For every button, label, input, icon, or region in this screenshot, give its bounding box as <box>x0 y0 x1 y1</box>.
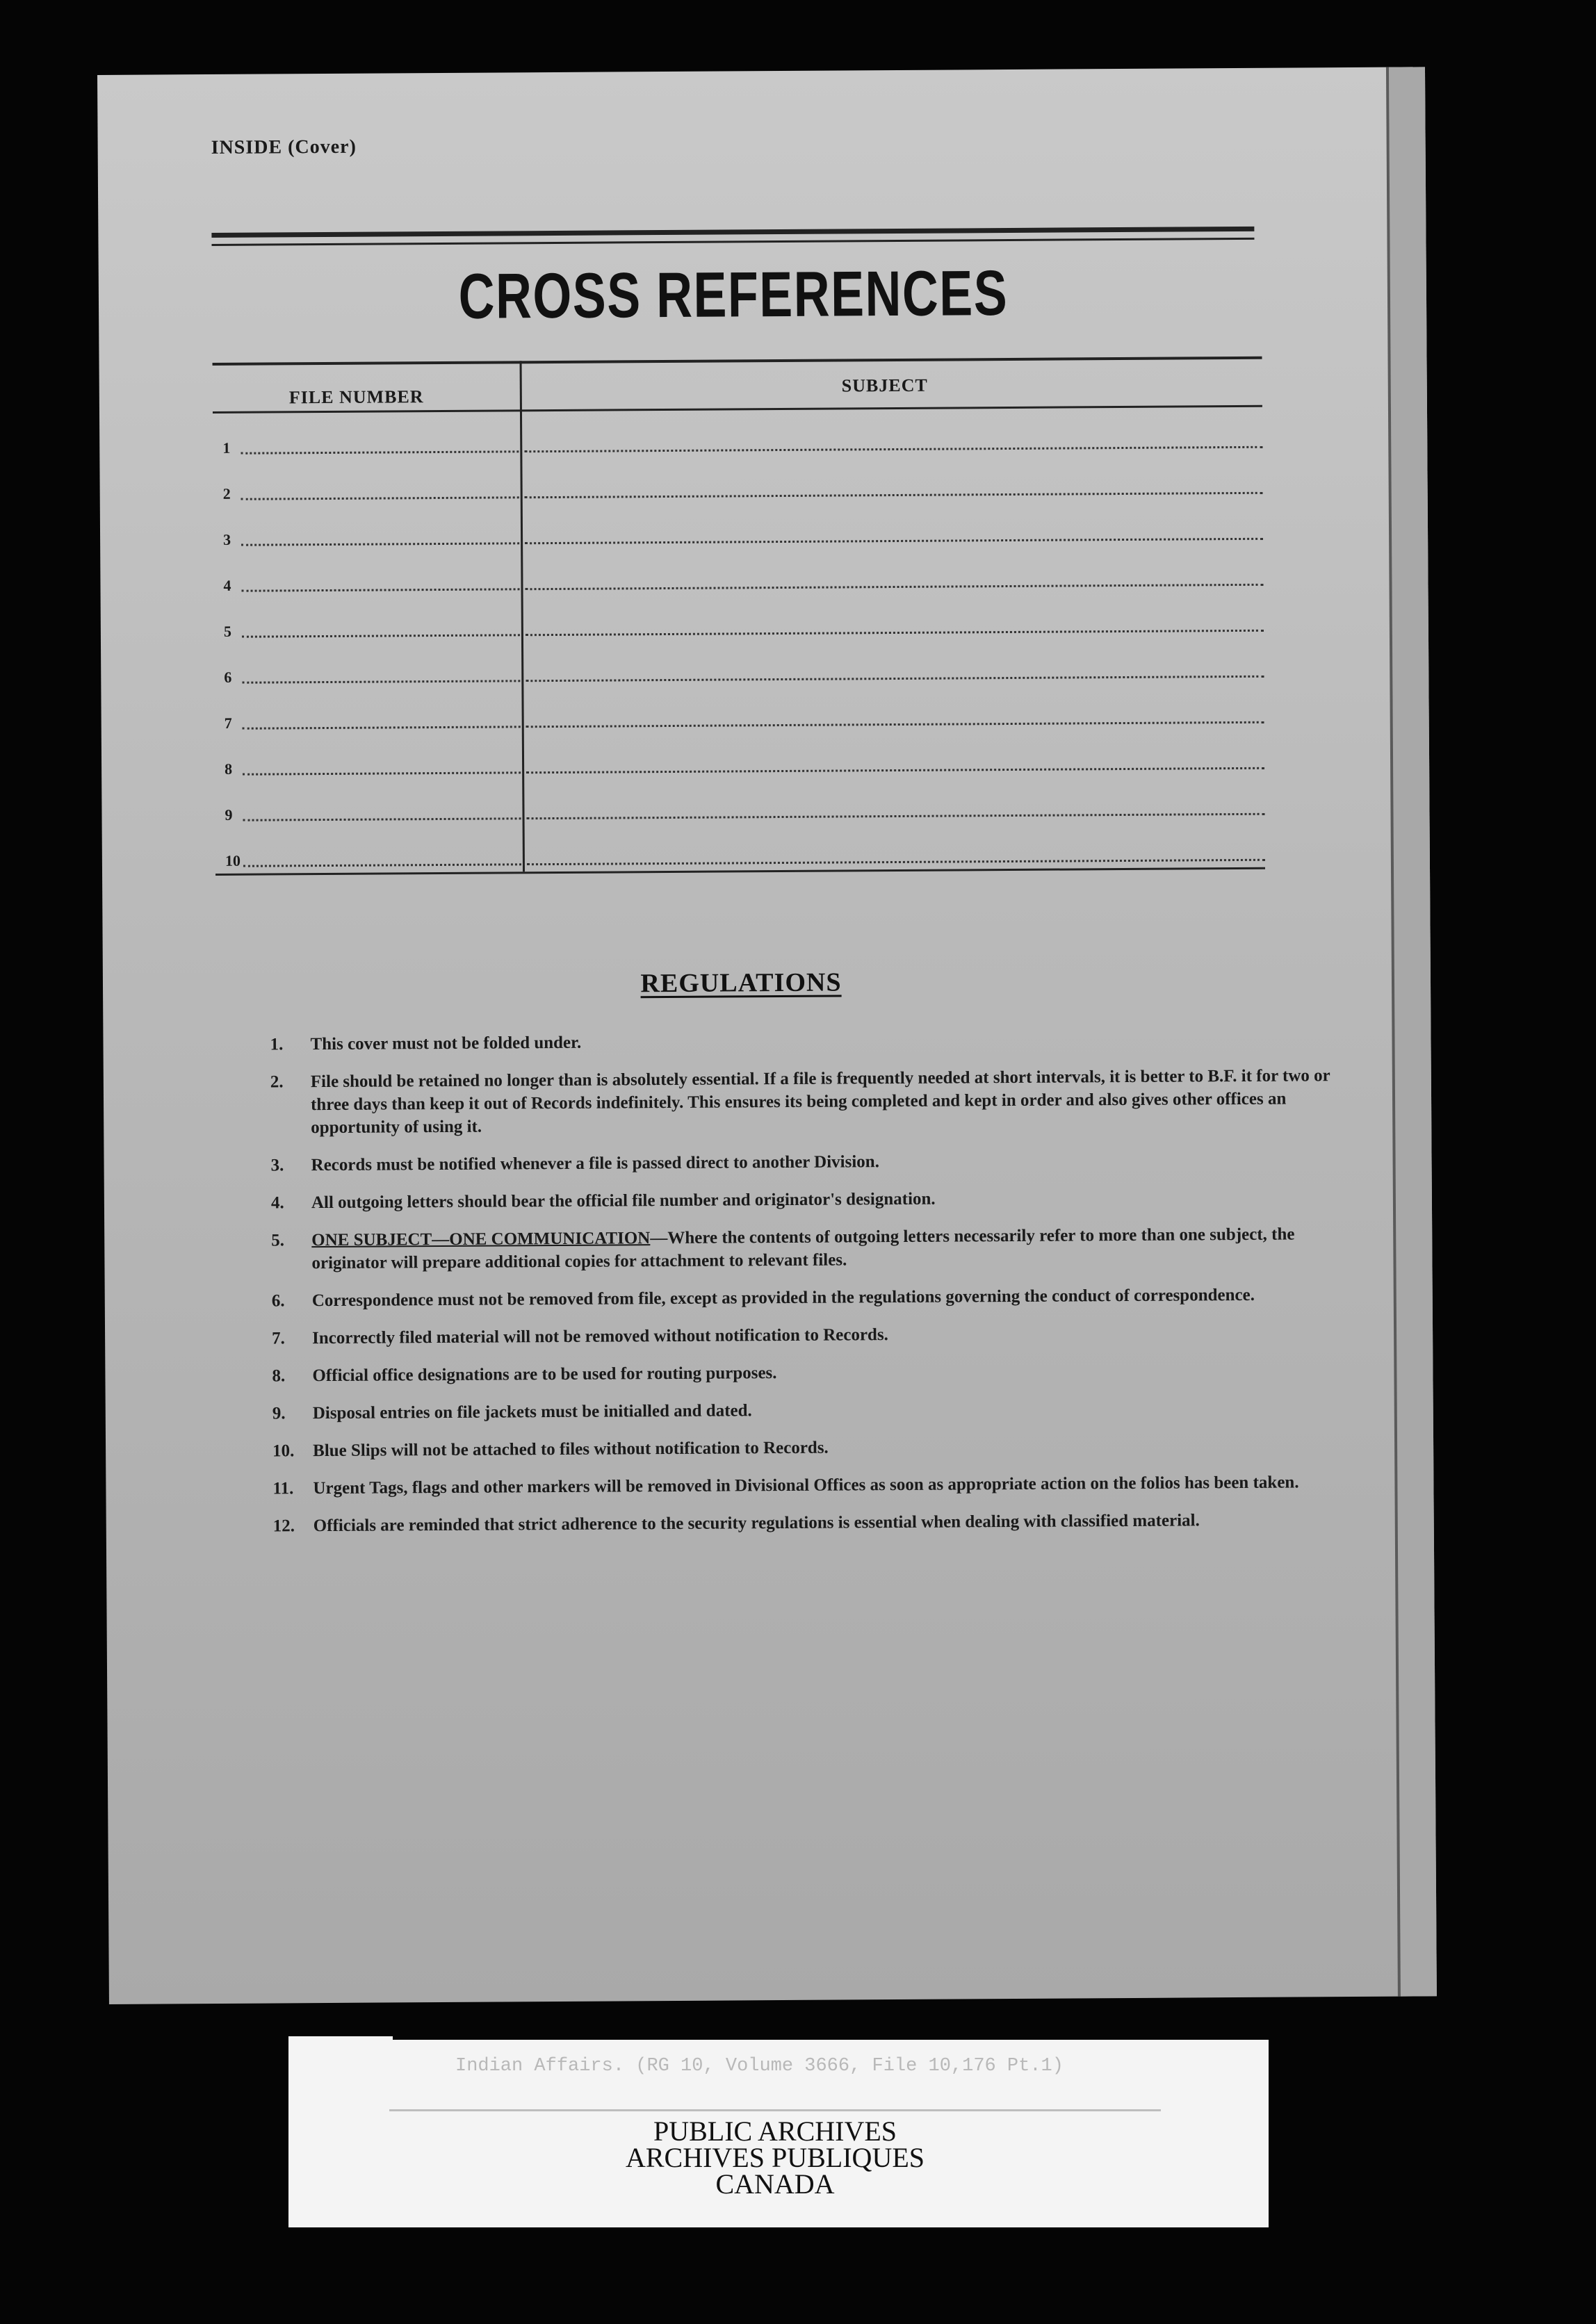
file-number-field <box>241 496 519 500</box>
subject-field <box>524 446 1262 452</box>
regulation-item <box>272 1433 1343 1462</box>
regulation-item <box>272 1471 1343 1500</box>
regulation-item <box>272 1283 1342 1312</box>
subject-header: SUBJECT <box>841 375 928 396</box>
table-row <box>215 728 1264 780</box>
row-number: 5 <box>223 622 231 640</box>
table-row <box>213 498 1263 550</box>
regulation-item <box>271 1222 1342 1275</box>
subject-field <box>526 676 1264 682</box>
row-number: 1 <box>222 439 231 457</box>
regulation-number: 1. <box>270 1035 284 1054</box>
regulation-text: Urgent Tags, flags and other markers will be removed in Divisional Offices as soon as appropriate action on the folios has been taken. <box>313 1473 1299 1498</box>
archive-reference: Indian Affairs. (RG 10, Volume 3666, File 10,176 Pt.1) <box>455 2056 1064 2077</box>
file-number-field <box>243 726 521 729</box>
row-number: 3 <box>223 530 231 548</box>
regulation-text: Incorrectly filed material will not be removed without notification to Records. <box>312 1325 888 1348</box>
file-number-field <box>243 863 521 867</box>
regulation-number: 8. <box>272 1366 286 1386</box>
page-title: CROSS REFERENCES <box>458 258 1009 332</box>
regulation-number: 9. <box>272 1404 286 1423</box>
subject-field <box>526 630 1264 636</box>
file-number-field <box>243 817 521 821</box>
file-number-field <box>242 680 520 683</box>
regulation-item <box>273 1508 1344 1537</box>
subject-field <box>526 767 1264 774</box>
document-sheet <box>97 67 1437 2004</box>
table-row <box>215 774 1264 826</box>
row-number: 8 <box>225 760 233 778</box>
subject-field <box>525 492 1263 498</box>
regulation-number: 6. <box>271 1291 285 1311</box>
regulation-number: 7. <box>272 1329 285 1348</box>
table-row <box>214 590 1264 642</box>
file-number-field <box>241 450 519 454</box>
cover-label: INSIDE (Cover) <box>211 136 357 159</box>
regulation-number: 10. <box>272 1441 295 1461</box>
regulation-item <box>270 1026 1340 1056</box>
archive-line-1: PUBLIC ARCHIVES <box>653 2116 897 2147</box>
table-row <box>215 819 1265 872</box>
regulation-text: Official office designations are to be used for routing purposes. <box>312 1364 777 1386</box>
row-number: 9 <box>225 805 233 824</box>
table-row <box>213 407 1262 459</box>
subject-field <box>527 813 1265 819</box>
subject-field <box>525 538 1263 544</box>
file-number-field <box>243 771 521 775</box>
archive-line-2: ARCHIVES PUBLIQUES <box>625 2142 925 2173</box>
table-row <box>214 682 1264 734</box>
regulation-item <box>272 1320 1342 1350</box>
table-row <box>213 452 1262 505</box>
file-number-field <box>242 634 520 637</box>
table-row <box>213 544 1263 596</box>
subject-field <box>526 721 1264 728</box>
row-number: 4 <box>223 576 231 594</box>
regulation-text: All outgoing letters should bear the official file number and originator's designation. <box>311 1189 936 1213</box>
file-number-field <box>241 542 519 546</box>
regulation-text: This cover must not be folded under. <box>310 1033 582 1054</box>
archive-line-3: CANADA <box>715 2168 835 2200</box>
regulation-text: —Where the contents of outgoing letters necessarily refer to more than one subject, the originator will prepare additional copies for attachment to relevant files. <box>311 1225 1295 1273</box>
regulation-number: 11. <box>272 1479 294 1498</box>
row-number: 6 <box>224 668 232 686</box>
regulation-text: Records must be notified whenever a file is passed direct to another Division. <box>311 1152 879 1175</box>
row-number: 2 <box>222 484 231 502</box>
regulation-number: 3. <box>270 1156 284 1175</box>
table-top-rule <box>213 357 1262 366</box>
regulation-number: 12. <box>272 1516 295 1536</box>
regulation-item <box>272 1358 1342 1387</box>
row-number: 7 <box>224 714 232 732</box>
regulation-item <box>270 1064 1342 1139</box>
regulation-text: Correspondence must not be removed from file, except as provided in the regulations governing the conduct of correspondence. <box>311 1285 1255 1311</box>
regulation-number: 2. <box>270 1072 284 1092</box>
top-rule <box>211 227 1254 238</box>
regulation-number: 4. <box>270 1193 284 1213</box>
regulation-text: File should be retained no longer than is absolutely essential. If a file is frequently needed at short intervals, it is better to B.F. it for two or three days than keep it out of Records indefinitely. This ensures its being completed and kept in order and also gives other offices an opportunity of using it. <box>310 1066 1330 1138</box>
file-number-field <box>242 588 520 591</box>
subject-field <box>526 584 1264 590</box>
regulations-title: REGULATIONS <box>640 967 842 999</box>
table-row <box>214 636 1264 688</box>
top-rule-thin <box>211 238 1254 246</box>
file-number-header: FILE NUMBER <box>288 386 424 408</box>
regulation-item <box>272 1396 1343 1425</box>
regulation-text: Disposal entries on file jackets must be initialled and dated. <box>312 1401 752 1423</box>
archive-stamp <box>567 2118 984 2198</box>
regulation-text: Blue Slips will not be attached to files without notification to Records. <box>313 1438 829 1461</box>
regulation-lead: ONE SUBJECT—ONE COMMUNICATION <box>311 1229 651 1250</box>
subject-field <box>527 859 1265 865</box>
row-number: 10 <box>225 851 241 869</box>
regulation-item <box>271 1185 1342 1214</box>
regulations-list <box>270 1026 1344 1552</box>
regulation-item <box>270 1147 1341 1177</box>
cross-references-table <box>213 357 1262 869</box>
regulation-text: Officials are reminded that strict adherence to the security regulations is essential when dealing with classified material. <box>313 1511 1200 1536</box>
regulation-number: 5. <box>271 1231 285 1250</box>
